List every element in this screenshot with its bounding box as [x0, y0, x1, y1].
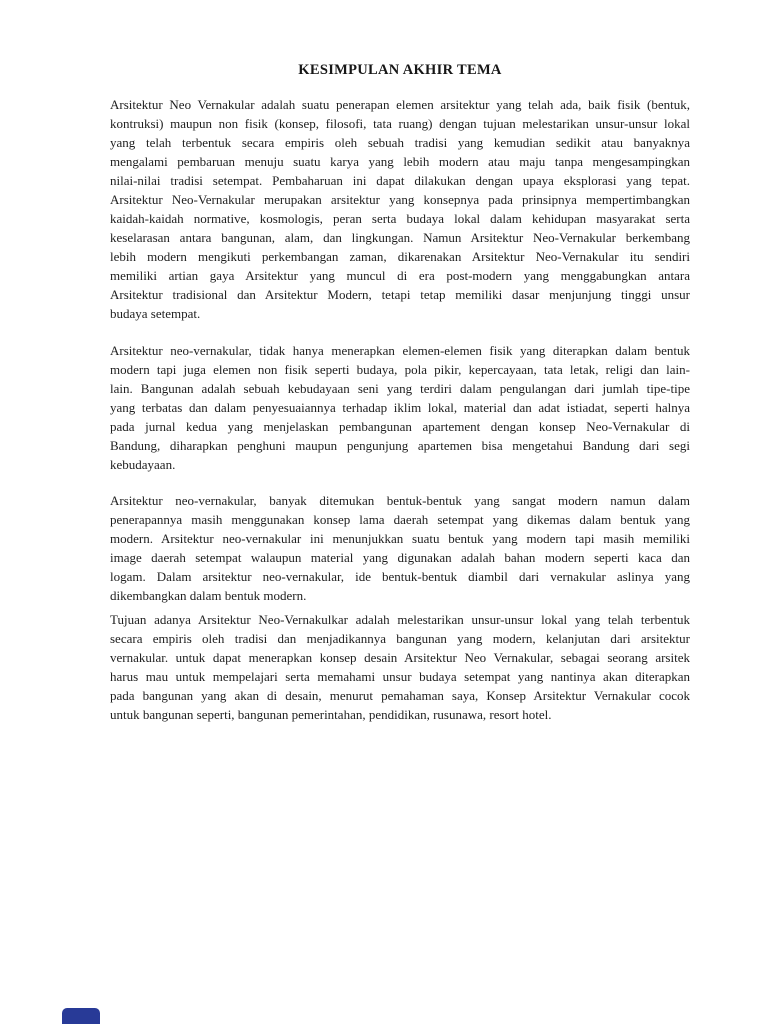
text-line: Arsitektur Neo Vernakular adalah suatu penerapan elemen arsitektur yang telah ada, baik fisik (bentuk,: [110, 97, 690, 112]
text-line: vernakular. untuk dapat menerapkan konsep desain Arsitektur Neo Vernakular, sebagai seorang arsitek: [110, 650, 690, 665]
paragraph: [110, 341, 690, 474]
text-line: memiliki artian gaya Arsitektur yang muncul di era post-modern yang menggabungkan antara: [110, 268, 690, 283]
paragraph: [110, 610, 690, 724]
text-line: keselarasan antara bangunan, alam, dan lingkungan. Namun Arsitektur Neo-Vernakular berkembang: [110, 230, 690, 245]
text-line: yang terbatas dan dalam penyesuaiannya terhadap iklim lokal, material dan adat istiadat, seperti halnya: [110, 400, 690, 415]
text-line: budaya setempat.: [110, 306, 201, 321]
text-line: modern tapi juga elemen non fisik seperti budaya, pola pikir, kepercayaan, tata letak, religi dan lain-: [110, 362, 690, 377]
text-line: lebih modern mengikuti perkembangan zaman, dikarenakan Arsitektur Neo-Vernakular itu sendiri: [110, 249, 690, 264]
text-line: harus mau untuk mempelajari serta memahami unsur budaya setempat yang nantinya akan diterapkan: [110, 669, 690, 684]
text-line: kaidah-kaidah normative, kosmologis, peran serta budaya lokal dalam kehidupan masyarakat serta: [110, 211, 690, 226]
paragraph: [110, 95, 690, 323]
text-line: image daerah setempat walaupun material yang digunakan adalah bahan modern seperti kaca dan: [110, 550, 690, 565]
text-line: nilai-nilai tradisi setempat. Pembaharuan ini dapat dilakukan dengan upaya eksplorasi yang tepat.: [110, 173, 690, 188]
document-title: KESIMPULAN AKHIR TEMA: [298, 62, 502, 78]
text-line: mengalami pembaruan menuju suatu karya yang lebih modern atau maju tanpa mengesampingkan: [110, 154, 690, 169]
text-line: penerapannya masih menggunakan konsep lama daerah setempat yang dikemas dalam bentuk yang: [110, 512, 690, 527]
text-line: modern. Arsitektur neo-vernakular ini menunjukkan suatu bentuk yang modern tapi masih memiliki: [110, 531, 690, 546]
text-line: Arsitektur tradisional dan Arsitektur Modern, tetapi tetap memiliki dasar menjunjung tinggi unsur: [110, 287, 690, 302]
text-line: logam. Dalam arsitektur neo-vernakular, ide bentuk-bentuk diambil dari vernakular aslinya yang: [110, 569, 690, 584]
text-line: pada bangunan yang akan di desain, menurut pemahaman saya, Konsep Arsitektur Vernakular cocok: [110, 688, 690, 703]
text-line: secara empiris oleh tradisi dan menjadikannya bangunan yang modern, kelanjutan dari arsitektur: [110, 631, 690, 646]
text-line: Tujuan adanya Arsitektur Neo-Vernakulkar adalah melestarikan unsur-unsur lokal yang telah terbentuk: [110, 612, 690, 627]
text-line: dikembangkan dalam bentuk modern.: [110, 588, 307, 603]
document-content: [110, 61, 690, 724]
text-line: Arsitektur neo-vernakular, banyak ditemukan bentuk-bentuk yang sangat modern namun dalam: [110, 493, 690, 508]
text-line: Arsitektur neo-vernakular, tidak hanya menerapkan elemen-elemen fisik yang diterapkan dalam bentuk: [110, 343, 690, 358]
document-paragraphs: [110, 95, 690, 724]
text-line: lain. Bangunan adalah sebuah kebudayaan seni yang terdiri dalam pengulangan dari jumlah tipe-tipe: [110, 381, 690, 396]
text-line: yang telah terbentuk secara empiris oleh sebuah tradisi yang kemudian sedikit atau banyaknya: [110, 135, 690, 150]
text-line: untuk bangunan seperti, bangunan pemerintahan, pendidikan, rusunawa, resort hotel.: [110, 707, 552, 722]
scribd-logo-partial-icon: [62, 1008, 100, 1024]
text-line: kontruksi) maupun non fisik (konsep, filosofi, tata ruang) dengan tujuan melestarikan unsur-unsur lokal: [110, 116, 690, 131]
text-line: Bandung, diharapkan penghuni maupun pengunjung apartemen bisa mengetahui Bandung dari segi: [110, 438, 690, 453]
text-line: kebudayaan.: [110, 457, 176, 472]
text-line: pada jurnal kedua yang menjelaskan pembangunan apartement dengan konsep Neo-Vernakular di: [110, 419, 690, 434]
text-line: Arsitektur Neo-Vernakular merupakan arsitektur yang konsepnya pada prinsipnya mempertimbangkan: [110, 192, 690, 207]
paragraph: [110, 491, 690, 605]
